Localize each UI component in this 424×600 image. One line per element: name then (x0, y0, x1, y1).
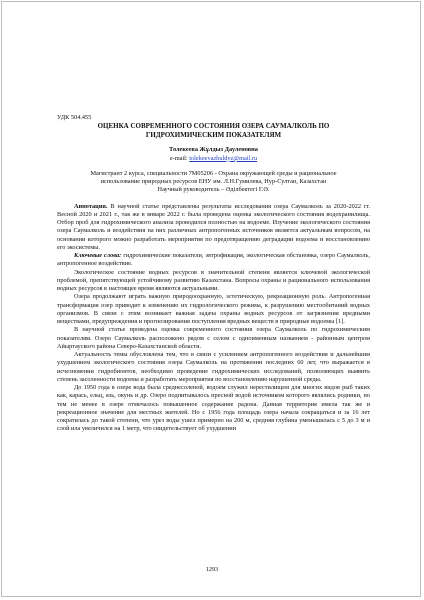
author-email-link[interactable]: tolekeevazhuldyz@mail.ru (189, 154, 258, 162)
body-paragraph-4: До 1950 года в озере вода была среднесоленой, водоем служил нерестилищем для многих видов рыб таких как, карась, ельц, язь, окунь и др. Озеро подпитывалось пресной водой источником которого являлись родники, но тем не менее в озере отмечалось повышенное содержание радона. Данная территория имела так же и рекреационное значение для местных жителей. Но с 1956 года площадь озера начала сокращаться и за 16 лет сократилась до такой степени, что урез воды ушел примерно на 200 м, средняя глубина уменьшилась с 5 до 3 м и слой ила увеличился на 1 метр, что свидетельствует об ухудшении (57, 384, 370, 433)
email-prefix: e-mail: (169, 154, 190, 162)
page-number: 1293 (205, 566, 219, 573)
keywords-label: Ключевые слова: (74, 252, 122, 260)
title-line-1: ОЦЕНКА СОВРЕМЕННОГО СОСТОЯНИЯ ОЗЕРА САУМАЛКОЛЬ ПО (97, 122, 330, 131)
body-paragraph-1: Экологическое состояние водных ресурсов в значительной степени является ключевой экологической проблемой, препятствующей устойчивому развитию Казахстана. Вопросы охраны и рационального использования водных ресурсов в настоящее время являются актуальными. (57, 268, 370, 293)
body-paragraph-3: В научной статье проведена оценка современного состояния озера Саумалколь по гидрохимическим показателям. Озеро Саумалколь расположено рядом с селом с одноименным названием - районным центром Айыртауского района Северо-Казахстанской области. (57, 326, 370, 350)
title-line-2: ГИДРОХИМИЧЕСКИМ ПОКАЗАТЕЛЯМ (145, 130, 282, 139)
body-paragraph-relevance: Актуальность темы обусловлена тем, что в связи с усилением антропогенного воздействия и дальнейшим ухудшением экологического состояния озера Саумалколь на протяжении последних 60 лет, что выражается в исчезновении гидробионтов, необходимо проведение гидрохимических исследований, позволяющих выявить степень засоленности водоема и разработать мероприятия по восстановлению нарушенной среды. (57, 351, 370, 383)
author-email-line (57, 155, 370, 163)
udc-code: УДК 504.455 (57, 114, 92, 121)
abstract-text: В научной статье представлены результаты исследования озера Саумалколь за 2020-2022 гг. Весной 2020 и 2021 г., так же в январе 2022 г. была проведена оценка экологического состояния водохранилища. Отбор проб для гидрохимического анализа проводился полностью на водоеме. Изучение экологического состояния озера Саумалколь и воздействия на них различных антропогенных источников является актуальным вопросом, на основании которого можно разработать мероприятия по предотвращению деградации водоема и восстановлению его экосистемы. (57, 202, 370, 251)
paper-title (57, 122, 370, 139)
abstract (57, 203, 370, 253)
keywords-text: гидрохимические показатели, эвтрофикация, экологическая обстановка, озеро Саумалколь, антропогенное воздействие. (57, 252, 370, 268)
affiliation-line-2: использование природных ресурсов ЕНУ им. Л.Н.Гумилева, Нур-Султан, Казахстан (100, 178, 327, 186)
supervisor-line: Научный руководитель – Әділбектегі Г.Ә. (157, 186, 270, 194)
paper-content (57, 114, 370, 434)
author-name: Толекеева Жұлдыз Дауленовна (169, 146, 258, 154)
abstract-label: Аннотация. (74, 202, 108, 210)
affiliation-line-1: Магистрант 2 курса, специальности 7М05206 - Охрана окружающей среды и рациональное (90, 169, 337, 177)
body-paragraph-2: Озера продолжают играть важную природоохранную, эстетическую, рекреационную роль. Антропогенная трансформация озер приводит к изменению их гидрологического режима, к разрушению местообитаний водных организмов. В связи с этим возникает важная задача охраны водных ресурсов от загрязнения вредными веществами, предупреждения и прогнозирования поступления вредных веществ в природные водоемы [1]. (57, 293, 370, 326)
keywords (57, 252, 370, 269)
